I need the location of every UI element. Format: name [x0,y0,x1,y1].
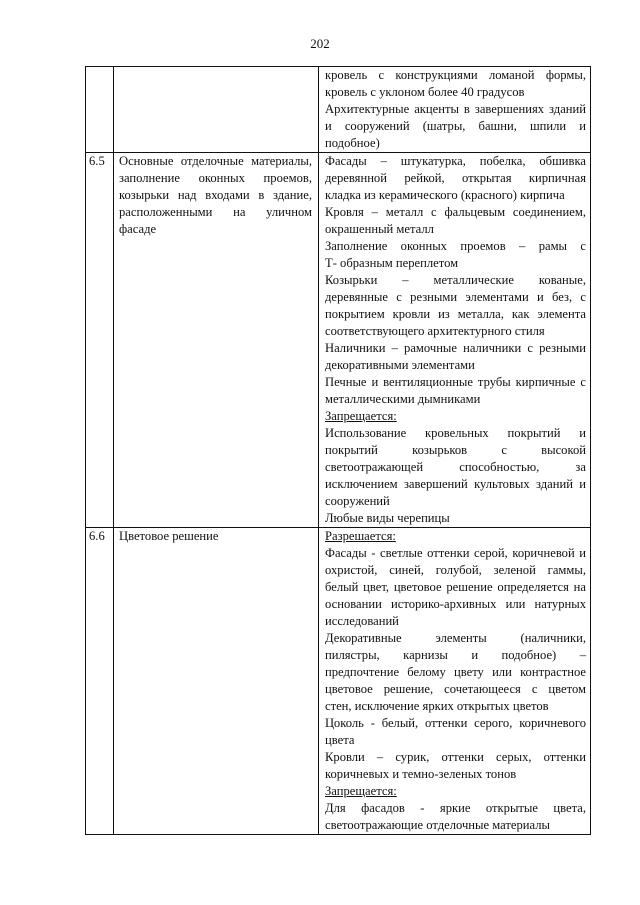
text-line: исключением завершений культовых зданий и [325,477,586,491]
text-line: и сооружений (шатры, башни, шпили и [325,119,586,133]
row-number: 6.5 [86,153,114,528]
text-line: Фасады – штукатурка, побелка, обшивка [325,154,586,168]
subject-cell [114,528,319,835]
text-line: козырьки над входами в здание, [119,188,312,202]
text-line: Козырьки – металлические кованые, [325,273,586,287]
row-number [86,67,114,153]
text-line: Декоративные элементы (наличники, [325,631,586,645]
text-line: Основные отделочные материалы, [119,154,312,168]
text-line: металлическими дымниками [325,392,481,406]
regulations-table [85,66,591,835]
text-line: предпочтение белому цвету или контрастное [325,665,586,679]
text-line: окрашенный металл [325,222,434,236]
text-line: кладка из керамического (красного) кирпича [325,188,565,202]
table-row [86,528,591,835]
text-line: покрытий козырьков с высокой [325,443,586,457]
table-row [86,67,591,153]
text-line: основании историко-архивных или натурных [325,597,586,611]
text-line: Наличники – рамочные наличники с резными [325,341,586,355]
text-line: Для фасадов - яркие открытые цвета, [325,801,586,815]
table-row [86,153,591,528]
description-cell [319,153,591,528]
page-number: 202 [310,36,330,51]
text-line: Печные и вентиляционные трубы кирпичные с [325,375,586,389]
text-line: Любые виды черепицы [325,511,450,525]
description-cell [319,67,591,153]
text-line: Т- образным переплетом [325,256,459,270]
text-line: сооружений [325,494,390,508]
text-line: Фасады - светлые оттенки серой, коричневой и [325,546,586,560]
description-cell [319,528,591,835]
text-line: деревянной рейкой, открытая кирпичная [325,171,586,185]
text-line: цветовое решение, сочетающееся с цветом [325,682,586,696]
table-body [86,67,591,835]
subject-cell [114,67,319,153]
text-line: пилястры, карнизы и подобное) – [325,648,586,662]
text-line: исследований [325,614,399,628]
text-line: Кровля – металл с фальцевым соединением, [325,205,586,219]
text-line: Цветовое решение [119,529,219,543]
text-line: кровель с конструкциями ломаной формы, [325,68,586,82]
text-line: декоративными элементами [325,358,475,372]
text-line: соответствующего архитектурного стиля [325,324,545,338]
text-line: светоотражающей способностью, за [325,460,586,474]
text-line: Кровли – сурик, оттенки серых, оттенки [325,750,586,764]
text-line: светоотражающие отделочные материалы [325,818,550,832]
text-line: цвета [325,733,355,747]
text-line: деревянные с резными элементами и без, с [325,290,586,304]
text-line: подобное) [325,136,380,150]
text-line: белый цвет, цветовое решение определяется на [325,580,586,594]
text-line: кровель с уклоном более 40 градусов [325,85,525,99]
text-line: Цоколь - белый, оттенки серого, коричневого [325,716,586,730]
text-line: расположенными на уличном [119,205,312,219]
section-heading: Запрещается: [325,409,397,423]
subject-cell [114,153,319,528]
text-line: покрытием кровли из металла, как элемента [325,307,586,321]
section-heading: Запрещается: [325,784,397,798]
section-heading: Разрешается: [325,529,396,543]
text-line: коричневых и темно-зеленых тонов [325,767,517,781]
text-line: Архитектурные акценты в завершениях зданий [325,102,586,116]
text-line: заполнение оконных проемов, [119,171,312,185]
text-line: стен, исключение ярких открытых цветов [325,699,549,713]
text-line: охристой, синей, голубой, зеленой гаммы, [325,563,586,577]
text-line: фасаде [119,222,157,236]
text-line: Заполнение оконных проемов – рамы с [325,239,586,253]
text-line: Использование кровельных покрытий и [325,426,586,440]
row-number: 6.6 [86,528,114,835]
